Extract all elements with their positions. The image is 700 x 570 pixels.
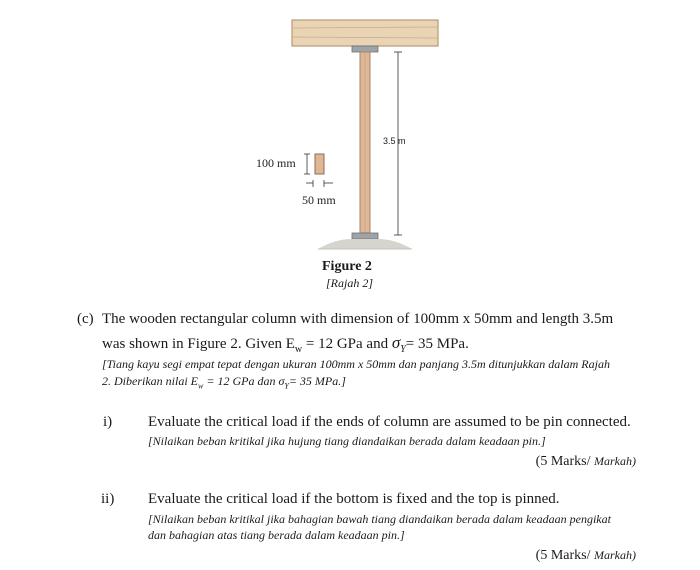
bottom-plate <box>352 233 378 239</box>
ground-support <box>318 239 412 249</box>
part-ii-translation-line2: dan bahagian atas tiang berada dalam keadaan pin.] <box>148 528 405 542</box>
cross-section <box>315 154 324 174</box>
part-i-marker: i) <box>103 414 113 430</box>
part-ii-marks: (5 Marks/ Markah) <box>535 548 636 563</box>
figure-caption: Figure 2 <box>322 259 372 274</box>
part-ii-text: Evaluate the critical load if the bottom is fixed and the top is pinned. <box>148 491 560 507</box>
overhead-beam <box>292 20 438 46</box>
wooden-column <box>360 52 370 233</box>
height-label: 100 mm <box>256 156 296 170</box>
part-i-text: Evaluate the critical load if the ends of column are assumed to be pin connected. <box>148 414 631 430</box>
question-c-translation-line1: [Tiang kayu segi empat tepat dengan ukuran 100mm x 50mm dan panjang 3.5m ditunjukkan dalam Rajah <box>102 357 610 371</box>
figure-caption-translation: [Rajah 2] <box>326 276 374 290</box>
part-ii-marker: ii) <box>101 491 115 507</box>
question-c-text-line1: The wooden rectangular column with dimension of 100mm x 50mm and length 3.5m <box>102 311 614 327</box>
part-ii-translation-line1: [Nilaikan beban kritikal jika bahagian bawah tiang diandaikan berada dalam keadaan pengikat <box>148 512 611 526</box>
width-dimension <box>306 180 333 187</box>
width-label: 50 mm <box>302 193 336 207</box>
part-i-translation: [Nilaikan beban kritikal jika hujung tiang diandaikan berada dalam keadaan pin.] <box>148 434 546 448</box>
top-plate <box>352 46 378 52</box>
height-dimension <box>304 154 310 174</box>
question-c-text-line2: was shown in Figure 2. Given $E_w = 12$ GPa and $\sigma_Y= 35$ MPa. <box>102 333 469 355</box>
question-c-marker: (c) <box>77 311 94 327</box>
question-c-translation-line2: 2. Diberikan nilai $E_w = 12$ GPa dan $\sigma_Y= 35$ MPa.] <box>102 374 346 391</box>
length-label: 3.5 m <box>383 136 406 146</box>
part-i-marks: (5 Marks/ Markah) <box>535 454 636 469</box>
